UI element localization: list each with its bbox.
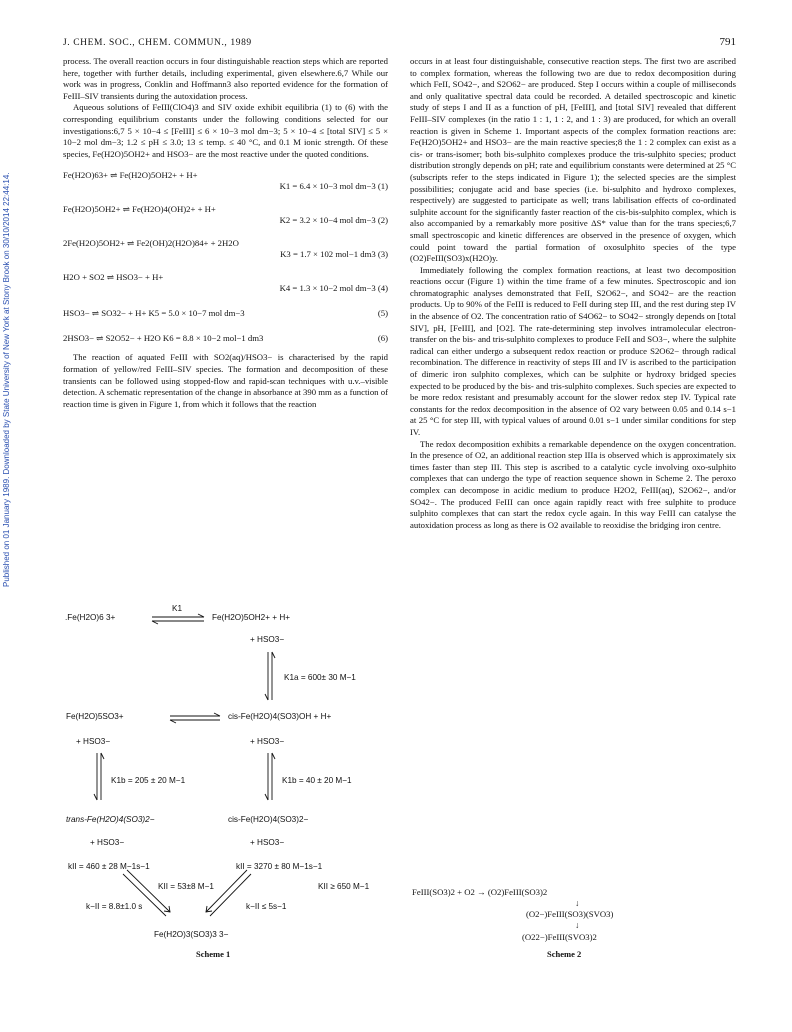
equation-1-reaction: Fe(H2O)63+ ⇌ Fe(H2O)5OH2+ + H+ [63,170,198,181]
scheme-1-trans-bis: trans-Fe(H2O)4(SO3)2− [66,815,155,824]
scheme-1-hso3-b: + HSO3− [76,737,111,746]
scheme-1-hydroxo: Fe(H2O)5OH2+ + H+ [212,613,291,622]
equation-4-reaction: H2O + SO2 ⇌ HSO3− + H+ [63,272,164,283]
scheme-1-KII-right: KII ≥ 650 M−1 [318,882,370,891]
journal-header: J. CHEM. SOC., CHEM. COMMUN., 1989 [63,38,252,48]
scheme-1-tris-sulphito: Fe(H2O)3(SO3)3 3− [154,930,229,939]
scheme-1-hso3-c: + HSO3− [250,737,285,746]
equation-6-text: 2HSO3− ⇌ S2O52− + H2O K6 = 8.8 × 10−2 mol−1 dm3 [63,333,264,344]
scheme-1-k-minus-II-right: k−II ≤ 5s−1 [246,902,287,911]
scheme-2-arrow-1: ↓ [575,898,580,908]
scheme-1-cis-hydroxo-sulphito: cis-Fe(H2O)4(SO3)OH + H+ [228,712,332,721]
scheme-1-hso3-e: + HSO3− [250,838,285,847]
scheme-1-k1-label: K1 [172,604,183,613]
left-paragraph-3: The reaction of aquated FeIII with SO2(aq)/HSO3− is characterised by the rapid formation of yellow/red FeIII–SIV species. The formation and decomposition of these transients can be followed using stopped-flow and rapid-scan techniques with u.v.–visible detection. A schematic representation of the change in absorbance at 390 mm as a function of reaction time is given in Figure 1, from which it follows that the reaction [63,352,388,409]
scheme-1-k1b-left: K1b = 205 ± 20 M−1 [111,776,186,785]
equation-3-reaction: 2Fe(H2O)5OH2+ ⇌ Fe2(OH)2(H2O)84+ + 2H2O [63,238,239,249]
equation-2-reaction: Fe(H2O)5OH2+ ⇌ Fe(H2O)4(OH)2+ + H+ [63,204,216,215]
eq-arrow-II-right-forward [206,870,247,912]
right-column [410,56,736,531]
eq-arrow-II-right-back [210,874,251,916]
equation-1-constant: K1 = 6.4 × 10−3 mol dm−3 (1) [279,181,388,192]
scheme-2-line-3: (O22−)FeIII(SVO3)2 [522,932,597,942]
scheme-1-kII-left: kII = 460 ± 28 M−1s−1 [68,862,150,871]
scheme-2-arrow-2: ↓ [575,920,580,930]
scheme-1-hexaaqua: .Fe(H2O)6 3+ [65,613,116,622]
download-watermark[interactable]: Published on 01 January 1989. Downloaded by State University of New York at Stony Brook on 30/10/2014 22:44:14. [2,172,11,588]
equation-2-constant: K2 = 3.2 × 10−4 mol dm−3 (2) [279,215,388,226]
scheme-2-line-1: FeIII(SO3)2 + O2 → (O2)FeIII(SO3)2 [412,887,548,897]
scheme-1-kII-right: kII = 3270 ± 80 M−1s−1 [236,862,323,871]
right-paragraph-1: occurs in at least four distinguishable, consecutive reaction steps. The first two are ascribed to complex formation, whereas the following two are due to redox decomposition during which FeII, SO42−, and S2O62− are produced. Step I occurs within a couple of milliseconds and only qualitative spectral data could be recorded. A detailed spectroscopic and kinetic study of steps I and II as a function of pH, [FeIII], and [total SIV] revealed that different FeIII–SIV complexes (in the ratio 1 : 1, 1 : 2, and 1 : 3) are produced, for which an overall reaction is given in Scheme 1. Important aspects of the complex formation reactions are: Fe(H2O)5OH2+ and HSO3− are the main reactive species;8 the 1 : 2 complex can exist as a cis- or trans-isomer; both bis-sulphito complexes produce the tris-sulphito species; product distribution strongly depends on pH; rate and equilibrium constants were determined at 25 °C (subscripts refer to the steps indicated in Figure 1); the selected species are the simplest possibilities; conjugate acid and base species (i.e. bi-sulphito and hydroxo complexes, respectively) are suggested to participate as well; trans labilisation effects of co-ordinated sulphite account for the significantly faster reaction of the cis-bis-sulphito complex, which is also accompanied by a remarkably more positive ΔS* value than for the trans species;6,7 small spectroscopic and kinetic differences are observed in the presence of oxygen, which could point toward the partial formation of oxosulphito species of the type (O2)FeIII(SO3)x(H2O)y. [410,56,736,264]
scheme-2-line-2: (O2−)FeIII(SO3)(SVO3) [526,909,614,919]
scheme-1-caption: Scheme 1 [196,949,231,959]
equation-3-constant: K3 = 1.7 × 102 mol−1 dm3 (3) [280,249,388,260]
left-paragraph-1: process. The overall reaction occurs in four distinguishable reaction steps which are reported here, together with further details, including experimental, given elsewhere.6,7 While our work was in progress, Conklin and Hoffmann3 also reported evidence for the formation of FeIII–SIV transients during the autoxidation process. [63,56,388,101]
equation-5-number: (5) [377,308,388,319]
page-number: 791 [719,36,736,48]
right-paragraph-3: The redox decomposition exhibits a remarkable dependence on the oxygen concentration. In the presence of O2, an additional reaction step IIIa is observed which is approximately six times faster than step III. This step is ascribed to a catalytic cycle involving oxo-sulphito complexes that can undergo the type of reaction sequence shown in Scheme 2. The peroxo complex can decompose in acidic medium to produce H2O2, FeIII(aq), S2O62−, and/or SO42−. The produced FeIII can once again rapidly react with free sulphite to produce sulphito complexes that can start the redox cycle again. In this way FeIII can catalyse the autoxidation process as long as there is O2 available to reoxidise the bridging iron centre. [410,438,736,530]
scheme-1-k-minus-II-left: k−II = 8.8±1.0 s [86,902,143,911]
equation-6-number: (6) [377,333,388,344]
scheme-1-KII-left: KII = 53±8 M−1 [158,882,214,891]
scheme-1-cis-bis: cis-Fe(H2O)4(SO3)2− [228,815,309,824]
right-paragraph-2: Immediately following the complex formation reactions, at least two decomposition reactions occur (Figure 1) within the time frame of a few minutes. Spectroscopic and ion chromatographic analyses demonstrated that FeII, S2O62−, and SO42− are the reaction products. Up to 90% of the FeIII is reduced to FeII during step III, and the rest during step IV in the absence of O2. The concentration ratio of S4O62− to SO42− strongly depends on [total SIV], pH, [FeIII], and [O2]. The rate-determining step involves intramolecular electron-transfer on the bis- and tris-sulphito complexes to produce FeII and SO3−, where the sulphite radical can either undergo a subsequent redox reaction or produce S2O62− through radical recombination. The difference in reactivity of steps III and IV is ascribed to the participation of dimeric iron sulphito complexes, which can be sulphite or hydroxy bridged species expected to be produced by the bis- and tris-sulphito complexes. Such species are expected to be more redox resistant and presumably account for the slower redox step IV. Typical rate constants for the redox decomposition in the absence of O2 vary between 0.05 and 0.14 s−1 at 25 °C for step III, with typical values of around 0.01 s−1 under similar conditions for step IV. [410,264,736,437]
left-paragraph-2: Aqueous solutions of FeIII(ClO4)3 and SIV oxide exhibit equilibria (1) to (6) with the corresponding equilibrium constants under the following conditions selected for our investigations:6,7 5 × 10−4 ≤ [FeIII] ≤ 6 × 10−3 mol dm−3; 5 × 10−4 ≤ [total SIV] ≤ 5 × 10−2 mol dm−3; 1.2 ≤ pH ≤ 3.0; 13 ≤ temp. ≤ 40 °C, and 0.1 M ionic strength. Of these species, Fe(H2O)5OH2+ and HSO3− are the most reactive under the quoted conditions. [63,102,388,159]
equation-4-constant: K4 = 1.3 × 10−2 mol dm−3 (4) [279,283,388,294]
scheme-1-hso3-a: + HSO3− [250,635,285,644]
scheme-1-hso3-d: + HSO3− [90,838,125,847]
scheme-1-mono-sulphito: Fe(H2O)5SO3+ [66,712,124,721]
equation-5-text: HSO3− ⇌ SO32− + H+ K5 = 5.0 × 10−7 mol dm−3 [63,308,245,319]
scheme-2-caption: Scheme 2 [547,949,582,959]
scheme-1-k1a: K1a = 600± 30 M−1 [284,673,356,682]
scheme-1-k1b-right: K1b = 40 ± 20 M−1 [282,776,352,785]
